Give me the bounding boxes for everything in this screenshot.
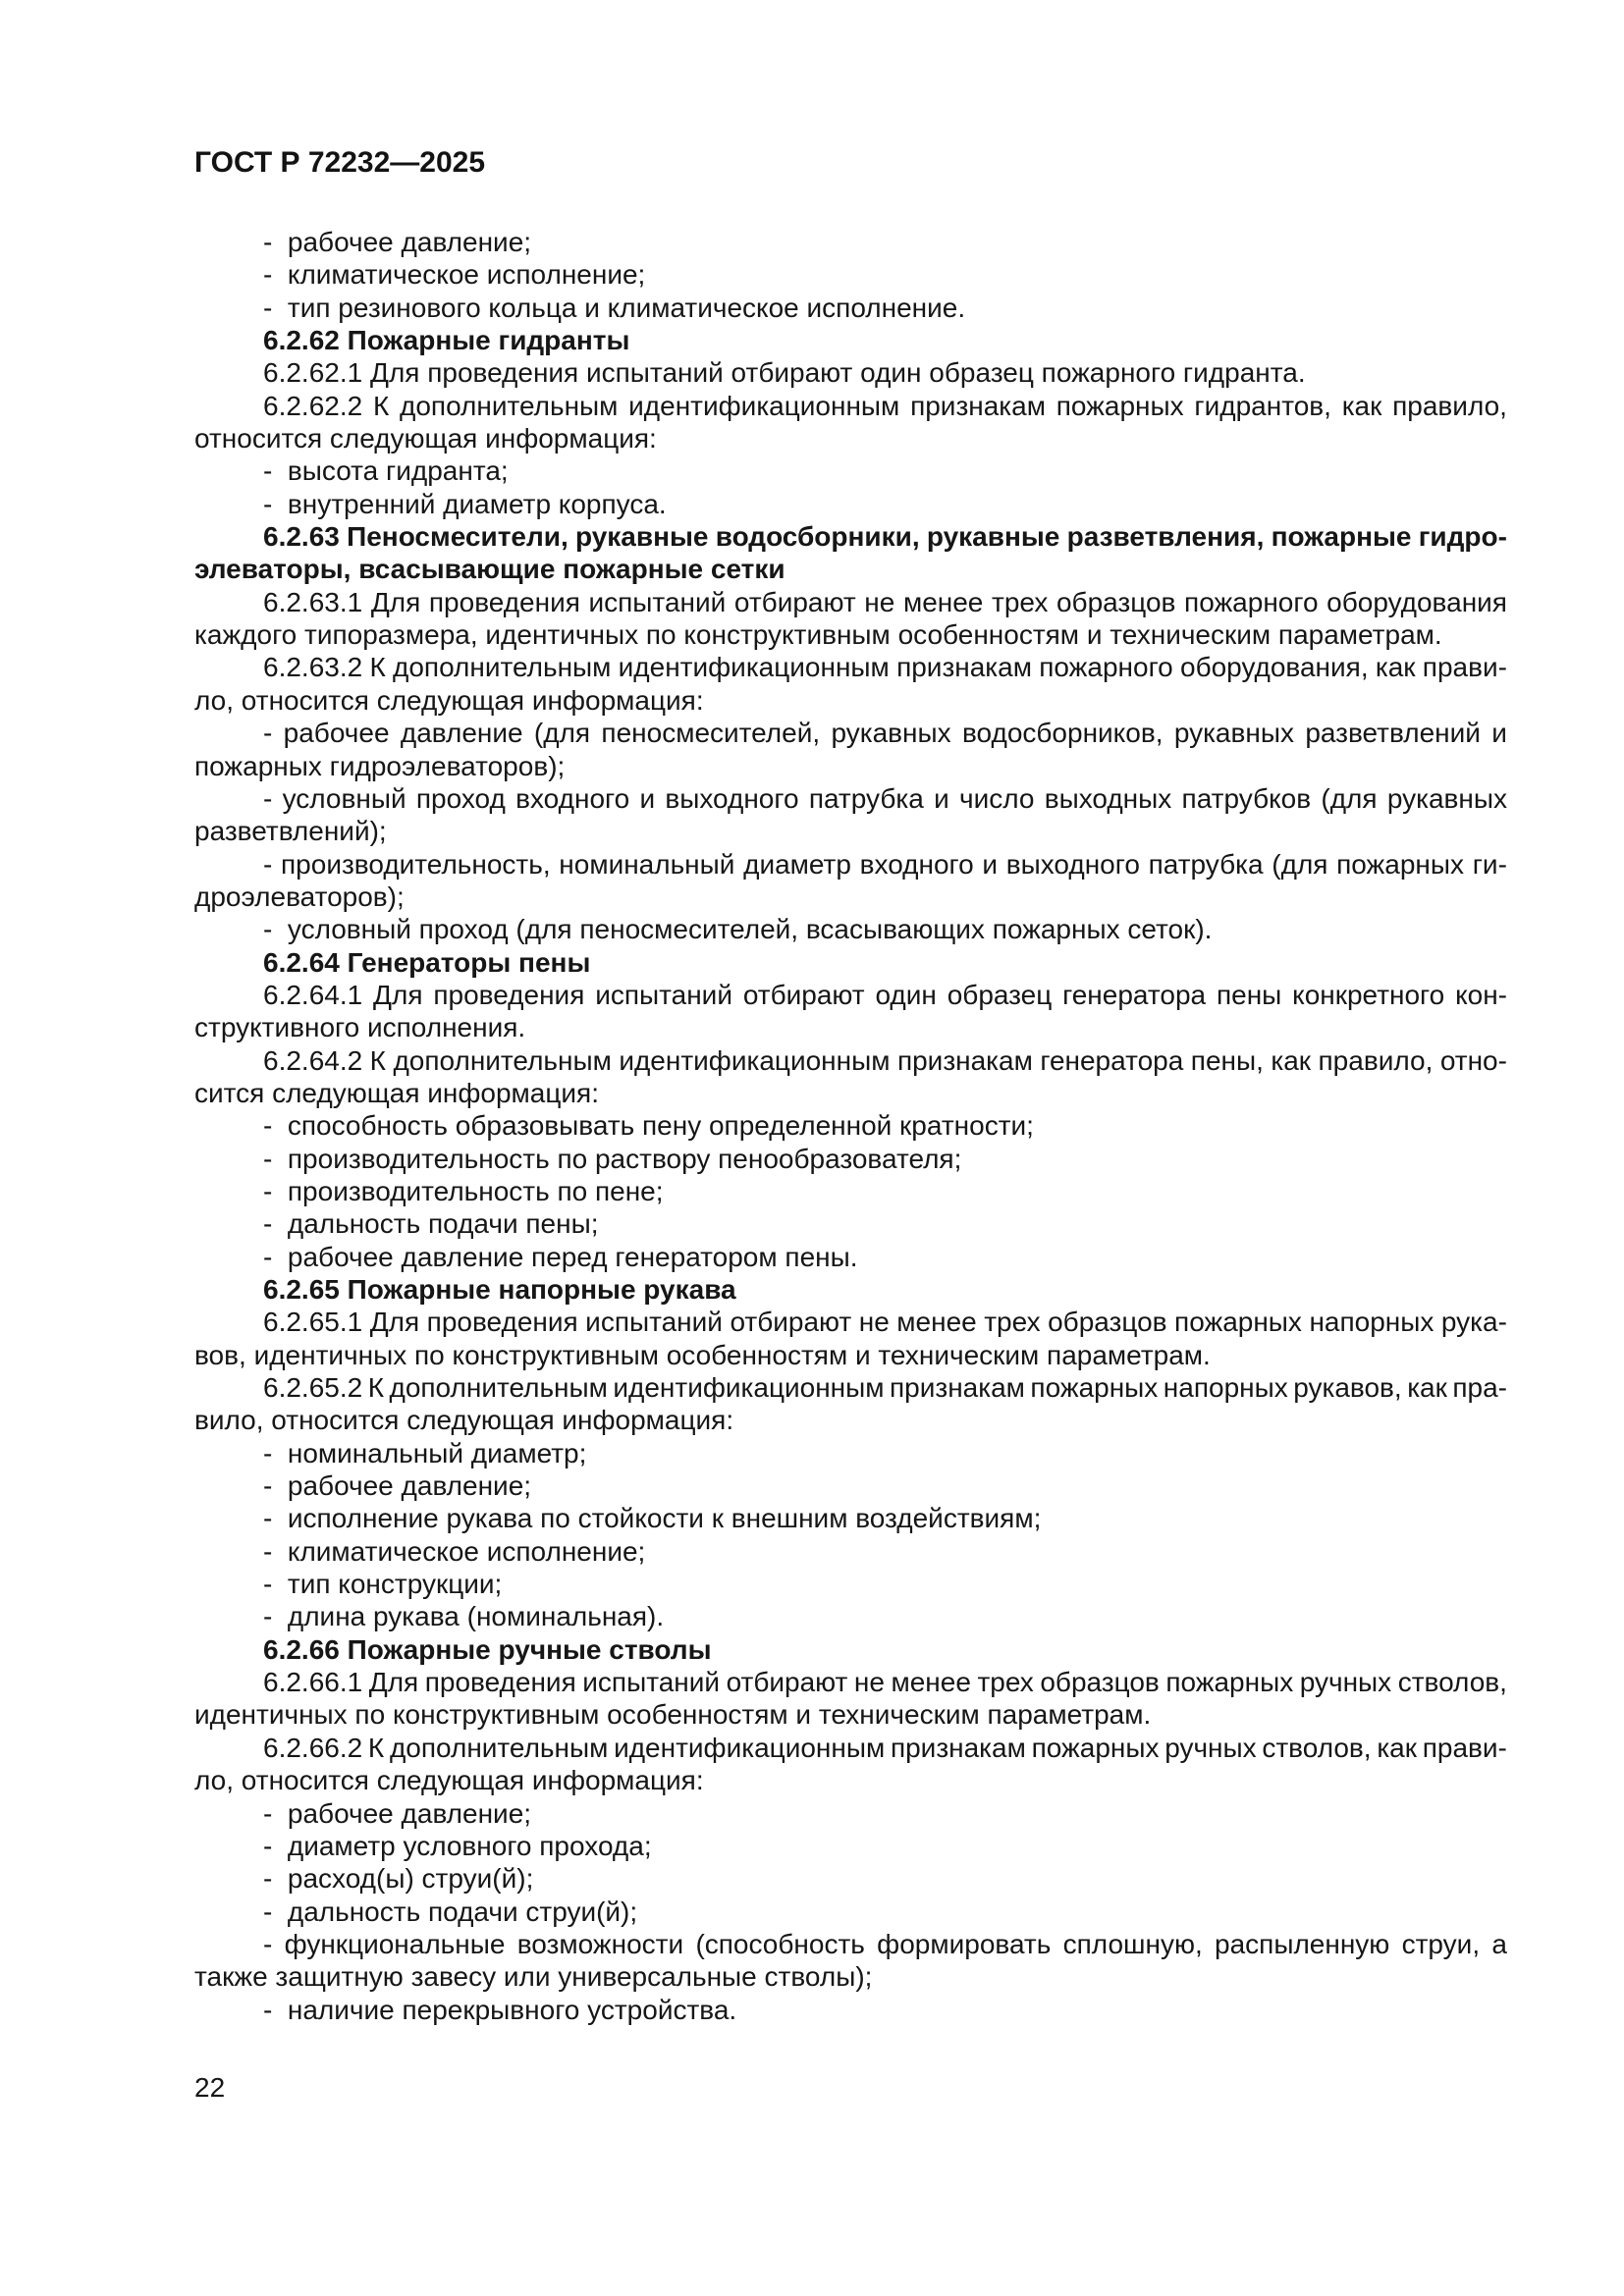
text-line: 6.2.62.1 Для проведения испытаний отбирают один образец пожарного гидранта. xyxy=(263,357,1306,389)
text-line: - дальность подачи струи(й); xyxy=(263,1896,638,1927)
text-line: - климатическое исполнение; xyxy=(263,259,646,291)
text-line: - климатическое исполнение; xyxy=(263,1535,646,1567)
text-line: пожарных гидроэлеваторов); xyxy=(194,750,566,781)
text-line: 6.2.62.2 К дополнительным идентификационным признакам пожарных гидрантов, как правило, xyxy=(263,390,1507,421)
text-line: - тип конструкции; xyxy=(263,1569,503,1600)
text-line: вов, идентичных по конструктивным особенностям и техническим параметрам. xyxy=(194,1339,1211,1370)
text-line: - номинальный диаметр; xyxy=(263,1437,587,1468)
text-line: - рабочее давление; xyxy=(263,1797,532,1829)
document-body xyxy=(194,226,1507,2026)
text-line: - условный проход входного и выходного патрубка и число выходных патрубков (для рукавных xyxy=(263,782,1507,814)
text-line: - способность образовывать пену определенной кратности; xyxy=(263,1110,1034,1142)
text-line: - тип резинового кольца и климатическое исполнение. xyxy=(263,292,966,323)
text-line: 6.2.63.1 Для проведения испытаний отбирают не менее трех образцов пожарного оборудования xyxy=(263,586,1507,617)
text-line: - производительность по пене; xyxy=(263,1175,664,1206)
text-line: - высота гидранта; xyxy=(263,455,509,487)
document-header-title: ГОСТ Р 72232—2025 xyxy=(194,146,486,179)
text-line: также защитную завесу или универсальные стволы); xyxy=(194,1961,873,1993)
text-line: 6.2.64.2 К дополнительным идентификационным признакам генератора пены, как правило, отно- xyxy=(263,1044,1507,1076)
text-line: 6.2.63.2 К дополнительным идентификационным признакам пожарного оборудования, как прави- xyxy=(263,652,1507,683)
text-line: каждого типоразмера, идентичных по конструктивным особенностям и техническим параметрам. xyxy=(194,619,1442,651)
text-line: - расход(ы) струи(й); xyxy=(263,1863,534,1895)
text-line: - внутренний диаметр корпуса. xyxy=(263,488,667,519)
text-line: - диаметр условного прохода; xyxy=(263,1830,652,1861)
text-line: 6.2.66.1 Для проведения испытаний отбирают не менее трех образцов пожарных ручных стволов, xyxy=(263,1667,1507,1698)
text-line: - исполнение рукава по стойкости к внешним воздействиям; xyxy=(263,1503,1042,1534)
text-line: - условный проход (для пеносмесителей, всасывающих пожарных сеток). xyxy=(263,914,1213,945)
text-line: - рабочее давление перед генератором пены. xyxy=(263,1241,858,1272)
text-line: - рабочее давление; xyxy=(263,1470,532,1502)
text-line: ло, относится следующая информация: xyxy=(194,684,704,716)
text-line: 6.2.64.1 Для проведения испытаний отбирают один образец генератора пены конкретного кон- xyxy=(263,979,1507,1010)
text-line: 6.2.65 Пожарные напорные рукава xyxy=(263,1274,736,1305)
text-line: разветвлений); xyxy=(194,816,387,847)
text-line: относится следующая информация: xyxy=(194,423,657,454)
text-line: ло, относится следующая информация: xyxy=(194,1765,704,1796)
text-line: - наличие перекрывного устройства. xyxy=(263,1994,737,2025)
text-line: 6.2.63 Пеносмесители, рукавные водосборники, рукавные разветвления, пожарные гидро- xyxy=(263,521,1507,553)
page-number: 22 xyxy=(194,2072,226,2103)
text-line: вило, относится следующая информация: xyxy=(194,1405,734,1436)
text-line: - функциональные возможности (способность формировать сплошную, распыленную струи, а xyxy=(263,1928,1507,1959)
text-line: идентичных по конструктивным особенностям и техническим параметрам. xyxy=(194,1699,1152,1731)
text-line: - дальность подачи пены; xyxy=(263,1208,599,1240)
text-line: структивного исполнения. xyxy=(194,1012,526,1043)
text-line: 6.2.66 Пожарные ручные стволы xyxy=(263,1633,712,1665)
text-line: - производительность, номинальный диаметр входного и выходного патрубка (для пожарных ги- xyxy=(263,848,1507,880)
text-line: 6.2.64 Генераторы пены xyxy=(263,946,591,978)
text-line: - длина рукава (номинальная). xyxy=(263,1601,665,1632)
text-line: дроэлеваторов); xyxy=(194,881,405,912)
text-line: 6.2.65.2 К дополнительным идентификационным признакам пожарных напорных рукавов, как пра- xyxy=(263,1372,1507,1404)
text-line: - рабочее давление (для пеносмесителей, рукавных водосборников, рукавных разветвлений и xyxy=(263,718,1507,749)
text-line: 6.2.66.2 К дополнительным идентификационным признакам пожарных ручных стволов, как прави- xyxy=(263,1732,1507,1763)
text-line: элеваторы, всасывающие пожарные сетки xyxy=(194,554,785,585)
text-line: 6.2.62 Пожарные гидранты xyxy=(263,325,630,356)
text-line: - рабочее давление; xyxy=(263,227,532,257)
text-line: 6.2.65.1 Для проведения испытаний отбирают не менее трех образцов пожарных напорных рука- xyxy=(263,1307,1507,1338)
text-line: - производительность по раствору пенообразователя; xyxy=(263,1143,962,1174)
text-line: сится следующая информация: xyxy=(194,1077,600,1108)
